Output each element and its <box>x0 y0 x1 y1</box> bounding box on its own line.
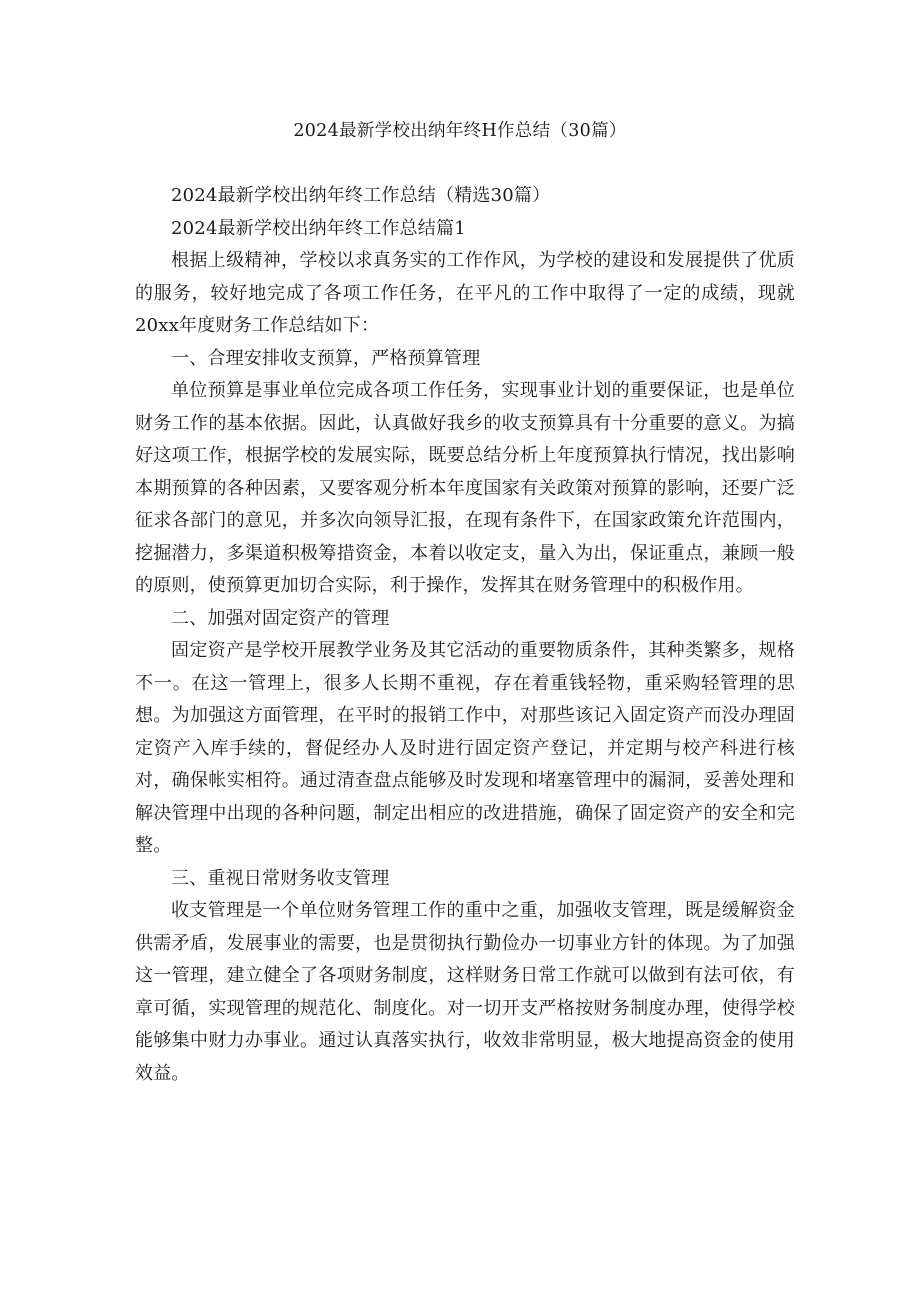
subtitle-line: 2024最新学校出纳年终工作总结（精选30篇） <box>171 185 551 206</box>
intro-paragraph: 根据上级精神，学校以求真务实的工作作风，为学校的建设和发展提供了优质的服务，较好地完成了各项工作任务，在平凡的工作中取得了一定的成绩，现就20xx年度财务工作总结如下： <box>135 250 795 336</box>
heading-daily-finance: 三、重视日常财务收支管理 <box>171 867 390 889</box>
paragraph-fixed-assets: 固定资产是学校开展教学业务及其它活动的重要物质条件，其种类繁多，规格不一。在这一管理上，很多人长期不重视，存在着重钱轻物，重采购轻管理的思想。为加强这方面管理，在平时的报销工作中，对那些该记入固定资产而没办理固定资产入库手续的，督促经办人及时进行固定资产登记，并定期与校产科进行核对，确保帐实相符。通过清查盘点能够及时发现和堵塞管理中的漏洞，妥善处理和解决管理中出现的各种问题，制定出相应的改进措施，确保了固定资产的安全和完整。 <box>135 640 795 856</box>
paragraph-budget-management: 单位预算是事业单位完成各项工作任务，实现事业计划的重要保证，也是单位财务工作的基本依据。因此，认真做好我乡的收支预算具有十分重要的意义。为搞好这项工作，根据学校的发展实际，既要总结分析上年度预算执行情况，找出影响本期预算的各种因素，又要客观分析本年度国家有关政策对预算的影响，还要广泛征求各部门的意见，并多次向领导汇报，在现有条件下，在国家政策允许范围内，挖掘潜力，多渠道积极筹措资金，本着以收定支，量入为出，保证重点，兼顾一般的原则，使预算更加切合实际，利于操作，发挥其在财务管理中的积极作用。 <box>135 380 795 596</box>
document-title: 2024最新学校出纳年终H作总结（30篇） <box>293 121 627 141</box>
heading-fixed-assets: 二、加强对固定资产的管理 <box>171 607 390 629</box>
section-heading-part-1: 2024最新学校出纳年终工作总结篇1 <box>171 217 466 239</box>
document-body <box>135 180 795 1090</box>
paragraph-daily-finance: 收支管理是一个单位财务管理工作的重中之重，加强收支管理，既是缓解资金供需矛盾，发展事业的需要，也是贯彻执行勤俭办一切事业方针的体现。为了加强这一管理，建立健全了各项财务制度，这样财务日常工作就可以做到有法可依，有章可循，实现管理的规范化、制度化。对一切开支严格按财务制度办理，使得学校能够集中财力办事业。通过认真落实执行，收效非常明显，极大地提高资金的使用效益。 <box>135 900 795 1084</box>
heading-budget-management: 一、合理安排收支预算，严格预算管理 <box>171 347 481 369</box>
